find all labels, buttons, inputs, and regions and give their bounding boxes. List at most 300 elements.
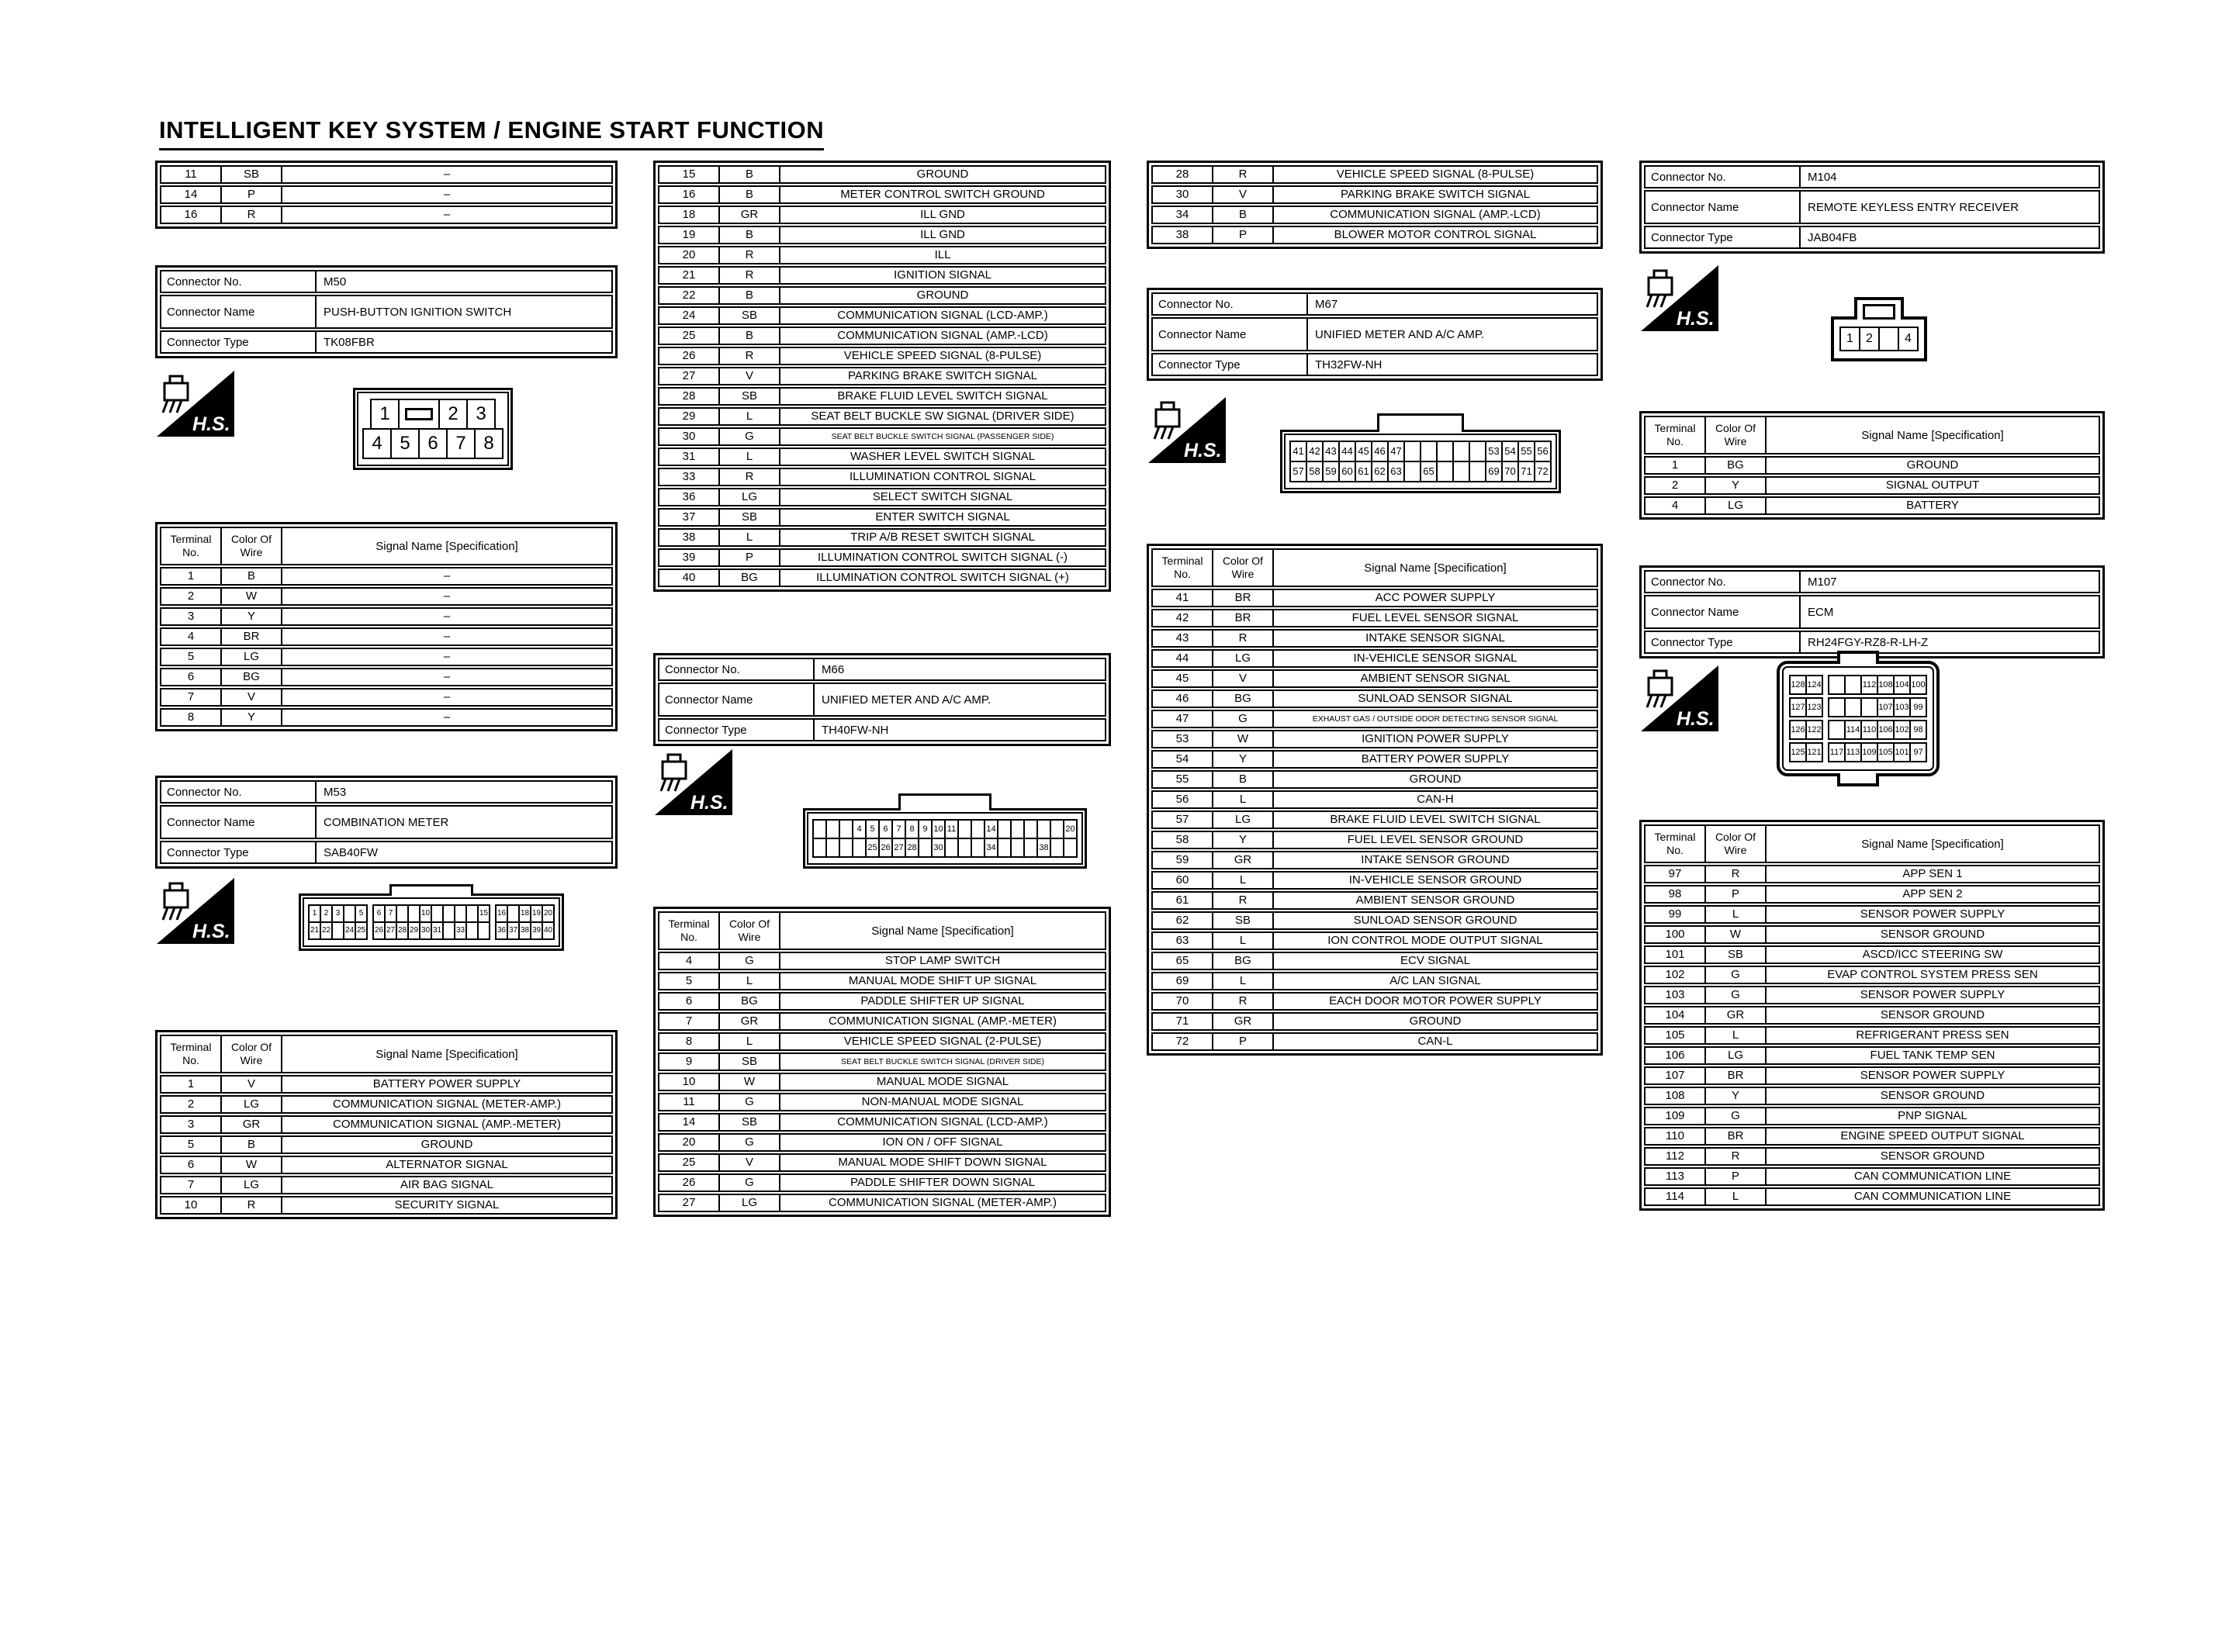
connector-field-label: Connector Name	[1153, 319, 1308, 350]
terminal-no-cell: 56	[1153, 792, 1213, 807]
terminal-no-cell: 54	[1153, 752, 1213, 767]
table-row	[1644, 865, 2100, 883]
table-row	[1151, 1012, 1598, 1031]
pin-cell: 10	[419, 904, 432, 923]
pin-cell-blank	[1436, 461, 1454, 482]
pin-cell: 29	[407, 921, 420, 940]
signal-name-cell: EACH DOOR MOTOR POWER SUPPLY	[1329, 994, 1542, 1007]
signal-name-cell: SIGNAL OUTPUT	[1885, 479, 1980, 492]
pin-cell: 44	[1338, 441, 1356, 462]
pin-group	[1828, 720, 1927, 740]
terminal-no-cell: 38	[659, 530, 720, 545]
terminal-no-cell: 99	[1646, 907, 1706, 922]
table-row	[1151, 609, 1598, 627]
connector-tab-bottom	[1837, 773, 1879, 786]
pin-group	[308, 904, 368, 923]
pin-cell: 6	[418, 428, 448, 459]
pin-cell-blank	[1403, 461, 1421, 482]
terminal-no-header	[161, 1036, 222, 1072]
hs-icon-graphic	[1641, 665, 1718, 731]
wire-color-cell: L	[1706, 907, 1767, 922]
hs-icon	[655, 749, 732, 815]
table-row	[160, 668, 613, 686]
signal-name-cell: APP SEN 1	[1902, 867, 1963, 880]
wire-color-cell: GR	[1706, 1007, 1767, 1023]
pin-cell: 55	[1517, 441, 1535, 462]
pin-cell: 110	[1860, 720, 1878, 740]
connector-name-row	[160, 805, 613, 839]
wire-color-cell: BG	[1706, 458, 1767, 473]
terminal-no-cell: 105	[1646, 1028, 1706, 1043]
connector-field-value: M66	[822, 662, 845, 676]
color-of-wire-header	[720, 913, 780, 949]
hs-icon-graphic	[655, 749, 732, 815]
table-row	[658, 1173, 1106, 1192]
wire-color-cell: L	[720, 1034, 780, 1049]
wire-color-cell: BR	[1706, 1128, 1767, 1144]
pin-cell: 121	[1805, 742, 1823, 762]
terminal-no-cell: 106	[1646, 1048, 1706, 1063]
terminal-no-cell: 25	[659, 1155, 720, 1170]
wire-color-cell: W	[1213, 731, 1274, 747]
connector-field-value: TH32FW-NH	[1315, 358, 1383, 372]
pin-row	[1289, 441, 1552, 462]
pin-cell: 1	[370, 399, 400, 430]
table-row	[658, 1153, 1106, 1172]
terminal-table-m107	[1639, 820, 2105, 1211]
table-row	[658, 488, 1106, 506]
pin-group	[812, 838, 1078, 858]
wire-color-cell: W	[222, 589, 282, 604]
pin-group	[1828, 697, 1927, 717]
table-row	[160, 587, 613, 606]
signal-name-cell: IN-VEHICLE SENSOR SIGNAL	[1353, 651, 1517, 665]
terminal-no-cell: 30	[659, 429, 720, 444]
signal-name-cell: SEAT BELT BUCKLE SWITCH SIGNAL (PASSENGER SIDE)	[831, 432, 1054, 441]
signal-name-cell: SELECT SWITCH SIGNAL	[872, 490, 1013, 503]
wire-color-cell: LG	[222, 1097, 282, 1112]
connector-no-row	[658, 658, 1106, 681]
pin-cell: 20	[542, 904, 555, 923]
pin-cell: 47	[1387, 441, 1405, 462]
hs-icon-graphic	[1148, 397, 1226, 463]
wire-color-cell: SB	[720, 510, 780, 525]
wire-color-cell: R	[1706, 1149, 1767, 1164]
wire-color-cell: G	[1213, 711, 1274, 727]
wire-color-cell: BR	[222, 629, 282, 645]
pin-cell-blank	[1469, 441, 1486, 462]
terminal-no-cell: 5	[659, 973, 720, 989]
pin-cell: 34	[984, 838, 998, 858]
table-row	[658, 165, 1106, 184]
signal-name-cell: PADDLE SHIFTER DOWN SIGNAL	[850, 1176, 1036, 1189]
hs-connector-glyph	[1647, 671, 1672, 707]
pin-cell: 114	[1844, 720, 1862, 740]
terminal-no-cell: 26	[659, 1175, 720, 1191]
connector-field-label: Connector Name	[161, 807, 317, 838]
signal-name-cell: EVAP CONTROL SYSTEM PRESS SEN	[1827, 968, 2038, 981]
table-row	[658, 972, 1106, 990]
wire-color-cell: GR	[720, 207, 780, 223]
terminal-no-cell: 31	[659, 449, 720, 465]
pin-cell-blank	[1452, 461, 1470, 482]
table-row	[160, 1095, 613, 1114]
terminal-no-cell: 10	[161, 1198, 222, 1213]
terminal-no-cell: 103	[1646, 987, 1706, 1003]
signal-name-cell: COMMUNICATION SIGNAL (METER-AMP.)	[829, 1196, 1057, 1209]
signal-name-cell: GROUND	[916, 289, 969, 302]
terminal-no-cell: 70	[1153, 994, 1213, 1009]
wire-color-cell: G	[1706, 967, 1767, 983]
pin-cell: 122	[1805, 720, 1823, 740]
signal-name-cell: WASHER LEVEL SWITCH SIGNAL	[850, 450, 1036, 463]
pin-cell: 42	[1306, 441, 1324, 462]
terminal-no-cell: 60	[1153, 873, 1213, 888]
pin-group	[372, 904, 490, 923]
connector-pinout-m53	[299, 893, 564, 951]
table-row	[658, 286, 1106, 305]
terminal-no-cell: 55	[1153, 772, 1213, 787]
signal-name-cell: COMMUNICATION SIGNAL (AMP.-METER)	[333, 1118, 561, 1131]
wire-color-cell: L	[1706, 1189, 1767, 1204]
pin-cell: 4	[1898, 327, 1919, 351]
signal-name-cell: ILL GND	[920, 208, 965, 221]
wire-color-cell: R	[222, 207, 282, 223]
terminal-no-cell: 41	[1153, 590, 1213, 606]
signal-name-cell: –	[443, 710, 451, 724]
wire-color-cell: Y	[1706, 478, 1767, 493]
signal-name-cell: GROUND	[916, 168, 969, 181]
table-row	[1151, 226, 1598, 244]
header-line: No.	[182, 1054, 199, 1066]
header-line: Color Of	[1715, 422, 1756, 434]
terminal-no-cell: 15	[659, 167, 720, 182]
terminal-no-cell: 4	[161, 629, 222, 645]
signal-name-cell: ECV SIGNAL	[1400, 954, 1471, 967]
pin-row	[1789, 742, 1927, 762]
pin-group	[1789, 697, 1823, 717]
table-row	[160, 185, 613, 204]
wire-color-cell: L	[1213, 933, 1274, 949]
pin-cell: 124	[1805, 675, 1823, 695]
table-row	[1644, 1026, 2100, 1045]
terminal-no-cell: 63	[1153, 933, 1213, 949]
pin-cell: 27	[384, 921, 397, 940]
signal-name-header: Signal Name [Specification]	[375, 539, 518, 553]
wire-color-cell: W	[720, 1074, 780, 1090]
pin-group	[370, 399, 496, 430]
terminal-no-cell: 10	[659, 1074, 720, 1090]
pin-cell: 4	[852, 819, 867, 839]
connector-tab-top	[1837, 651, 1879, 664]
header-line: Color Of	[230, 1041, 272, 1053]
pin-cell: 31	[431, 921, 444, 940]
hs-connector-glyph	[1647, 271, 1672, 307]
terminal-no-cell: 65	[1153, 953, 1213, 969]
connector-field-label: Connector Type	[1153, 354, 1308, 375]
terminal-no-cell: 57	[1153, 812, 1213, 828]
pin-row	[1289, 461, 1552, 482]
pin-cell: 53	[1485, 441, 1503, 462]
color-of-wire-header	[1706, 417, 1767, 453]
table-row	[160, 1075, 613, 1094]
connector-field-value: UNIFIED METER AND A/C AMP.	[822, 693, 991, 707]
wire-color-cell: R	[1706, 866, 1767, 882]
connector-field-value: UNIFIED METER AND A/C AMP.	[1315, 327, 1485, 341]
wire-color-cell: SB	[1213, 913, 1274, 928]
connector-name-row	[1151, 317, 1598, 351]
signal-name-cell: GROUND	[1409, 1014, 1462, 1028]
header-line: Terminal	[1654, 422, 1696, 434]
terminal-no-cell: 101	[1646, 947, 1706, 963]
signal-name-cell: SUNLOAD SENSOR SIGNAL	[1358, 692, 1513, 705]
table-row	[160, 688, 613, 707]
wire-color-cell: BG	[720, 994, 780, 1009]
wire-color-cell: Y	[1213, 752, 1274, 767]
table-m53-continuation	[653, 161, 1111, 592]
terminal-no-cell: 43	[1153, 631, 1213, 646]
signal-name-cell: MANUAL MODE SHIFT UP SIGNAL	[848, 974, 1037, 987]
header-line: Color Of	[728, 918, 770, 930]
table-row	[658, 387, 1106, 406]
table-row	[658, 992, 1106, 1011]
table-row	[1644, 925, 2100, 944]
wire-color-cell: GR	[1213, 852, 1274, 868]
pin-cell: 5	[355, 904, 368, 923]
color-of-wire-header	[222, 528, 282, 564]
signal-name-cell: INTAKE SENSOR SIGNAL	[1365, 631, 1505, 645]
connector-pinout-m67	[1280, 430, 1561, 493]
header-line: Wire	[1231, 568, 1254, 580]
terminal-no-cell: 11	[659, 1094, 720, 1110]
signal-name-cell: ACC POWER SUPPLY	[1375, 591, 1496, 604]
pin-cell: 109	[1860, 742, 1878, 762]
wire-color-cell: R	[1213, 631, 1274, 646]
wire-color-cell: W	[1706, 927, 1767, 942]
wire-color-cell: R	[720, 268, 780, 283]
table-row	[1151, 165, 1598, 184]
signal-name-cell: PNP SIGNAL	[1898, 1109, 1967, 1122]
signal-name-cell: AIR BAG SIGNAL	[400, 1178, 494, 1191]
pin-cell: 9	[918, 819, 933, 839]
terminal-no-cell: 5	[161, 1137, 222, 1153]
pin-cell: 33	[454, 921, 467, 940]
header-line: No.	[182, 546, 199, 558]
terminal-table-m53	[155, 1030, 618, 1219]
wire-color-cell: B	[222, 1137, 282, 1153]
table-row	[658, 448, 1106, 466]
terminal-no-cell: 16	[659, 187, 720, 202]
wire-color-cell: R	[720, 247, 780, 263]
signal-name-cell: GROUND	[420, 1138, 473, 1151]
wire-color-cell: LG	[1213, 812, 1274, 828]
header-line: Wire	[738, 931, 761, 943]
pin-group	[1789, 675, 1823, 695]
connector-field-label: Connector Type	[1646, 227, 1801, 247]
hs-icon	[157, 371, 234, 437]
connector-field-value: TK08FBR	[324, 335, 375, 349]
signal-name-cell: SENSOR POWER SUPPLY	[1860, 988, 2005, 1001]
pin-row	[1789, 720, 1927, 740]
table-row	[658, 185, 1106, 204]
pin-cell: 46	[1371, 441, 1389, 462]
terminal-table-m67	[1147, 544, 1603, 1056]
terminal-no-cell: 14	[161, 187, 222, 202]
pin-cell: 113	[1844, 742, 1862, 762]
pin-group	[495, 904, 555, 923]
table-row	[1151, 629, 1598, 648]
wire-color-cell: L	[1213, 873, 1274, 888]
table-header	[1644, 416, 2100, 454]
signal-name-cell: –	[443, 188, 451, 201]
wire-color-cell: SB	[720, 389, 780, 404]
terminal-no-cell: 97	[1646, 866, 1706, 882]
signal-name-cell: REFRIGERANT PRESS SEN	[1856, 1028, 2009, 1042]
table-row	[658, 569, 1106, 587]
terminal-no-cell: 1	[1646, 458, 1706, 473]
terminal-no-cell: 69	[1153, 973, 1213, 989]
signal-name-cell: PARKING BRAKE SWITCH SIGNAL	[848, 369, 1037, 382]
signal-name-cell: VEHICLE SPEED SIGNAL (2-PULSE)	[843, 1035, 1042, 1048]
pin-group	[812, 819, 1078, 839]
signal-name-cell: SUNLOAD SENSOR GROUND	[1353, 914, 1517, 927]
signal-name-cell: BATTERY	[1906, 499, 1959, 512]
signal-name-cell: BRAKE FLUID LEVEL SWITCH SIGNAL	[837, 389, 1048, 403]
terminal-no-cell: 8	[161, 710, 222, 725]
connector-field-label: Connector Name	[1646, 192, 1801, 223]
signal-name-cell: COMMUNICATION SIGNAL (LCD-AMP.)	[837, 1115, 1048, 1128]
pin-cell: 40	[542, 921, 555, 940]
connector-no-row	[160, 780, 613, 804]
signal-name-cell: ALTERNATOR SIGNAL	[386, 1158, 508, 1171]
signal-name-cell: –	[443, 168, 451, 181]
pin-cell: 100	[1909, 675, 1927, 695]
pin-cell: 6	[372, 904, 386, 923]
signal-name-cell: BATTERY POWER SUPPLY	[1361, 752, 1510, 766]
signal-name-cell: SENSOR GROUND	[1880, 1149, 1985, 1163]
pin-cell: 30	[931, 838, 946, 858]
table-row	[1151, 790, 1598, 809]
pin-cell-blank	[1420, 441, 1438, 462]
wire-color-cell: V	[1213, 671, 1274, 686]
terminal-no-cell: 34	[1153, 207, 1213, 223]
wire-color-cell: L	[1213, 792, 1274, 807]
wire-color-cell: Y	[222, 609, 282, 624]
wire-color-cell: G	[720, 1175, 780, 1191]
terminal-no-cell: 59	[1153, 852, 1213, 868]
table-row	[1151, 730, 1598, 748]
header-line: No.	[1666, 844, 1684, 856]
pin-group	[1289, 461, 1552, 482]
header-line: Terminal	[170, 533, 212, 545]
wire-color-cell: R	[720, 348, 780, 364]
wire-color-cell: R	[1213, 167, 1274, 182]
wire-color-cell: LG	[222, 1177, 282, 1193]
pin-row	[1789, 675, 1927, 695]
terminal-no-cell: 8	[659, 1034, 720, 1049]
connector-pinout-m50	[353, 388, 513, 470]
terminal-no-cell: 25	[659, 328, 720, 344]
signal-name-cell: SENSOR GROUND	[1880, 1089, 1985, 1102]
connector-field-value: M104	[1808, 170, 1837, 184]
signal-name-cell: BATTERY POWER SUPPLY	[372, 1077, 521, 1090]
table-row	[1644, 1107, 2100, 1125]
table-row	[1644, 1046, 2100, 1065]
table-row	[160, 627, 613, 646]
signal-name-cell: ION ON / OFF SIGNAL	[882, 1135, 1003, 1149]
wire-color-cell: LG	[1706, 1048, 1767, 1063]
table-row	[1151, 871, 1598, 890]
pin-cell: 123	[1805, 697, 1823, 717]
header-line: Wire	[240, 1054, 263, 1066]
pin-cell: 60	[1338, 461, 1356, 482]
header-line: Color Of	[230, 533, 272, 545]
hs-icon	[1641, 665, 1718, 731]
signal-name-cell: CAN COMMUNICATION LINE	[1853, 1170, 2012, 1183]
connector-box-m67	[1147, 288, 1603, 381]
svg-text:H.S.: H.S.	[1184, 440, 1222, 461]
signal-name-cell: COMMUNICATION SIGNAL (AMP.-LCD)	[1330, 208, 1541, 221]
hs-icon	[1641, 265, 1718, 331]
hs-connector-glyph	[163, 883, 188, 920]
pin-cell: 2	[320, 904, 333, 923]
terminal-no-cell: 24	[659, 308, 720, 323]
wire-color-cell: W	[222, 1157, 282, 1173]
pin-group	[1828, 742, 1927, 762]
pin-cell: 56	[1534, 441, 1552, 462]
terminal-no-cell: 16	[161, 207, 222, 223]
table-row	[658, 407, 1106, 426]
table-row	[160, 1176, 613, 1194]
table-row	[658, 306, 1106, 325]
terminal-no-cell: 20	[659, 1135, 720, 1150]
connector-box-m107	[1639, 565, 2105, 658]
terminal-no-cell: 28	[659, 389, 720, 404]
terminal-no-cell: 27	[659, 368, 720, 384]
pin-cell: 39	[530, 921, 543, 940]
table-row	[1151, 972, 1598, 990]
wire-color-cell: BR	[1213, 590, 1274, 606]
wire-color-cell: V	[222, 689, 282, 705]
table-row	[658, 1113, 1106, 1132]
table-row	[1644, 986, 2100, 1004]
pin-cell: 3	[466, 399, 496, 430]
table-row	[1151, 931, 1598, 950]
terminal-no-cell: 26	[659, 348, 720, 364]
wire-color-cell: SB	[720, 1054, 780, 1070]
pin-cell: 69	[1485, 461, 1503, 482]
signal-name-cell: GROUND	[1409, 772, 1462, 786]
pin-cell: 99	[1909, 697, 1927, 717]
connector-type-row	[1151, 353, 1598, 376]
table-row	[658, 266, 1106, 285]
connector-field-value: JAB04FB	[1808, 230, 1857, 244]
connector-field-label: Connector Name	[659, 684, 815, 715]
terminal-no-cell: 114	[1646, 1189, 1706, 1204]
table-row	[658, 1093, 1106, 1111]
pin-cell: 127	[1789, 697, 1807, 717]
signal-name-cell: AMBIENT SENSOR SIGNAL	[1360, 672, 1511, 685]
table-row	[1644, 1147, 2100, 1166]
wire-color-cell: B	[720, 187, 780, 202]
table-row	[1151, 831, 1598, 849]
svg-text:H.S.: H.S.	[690, 792, 728, 814]
table-row	[160, 607, 613, 626]
table-row	[1644, 1066, 2100, 1085]
wire-color-cell: Y	[1706, 1088, 1767, 1104]
pin-cell-blank	[1828, 697, 1846, 717]
terminal-no-cell: 104	[1646, 1007, 1706, 1023]
